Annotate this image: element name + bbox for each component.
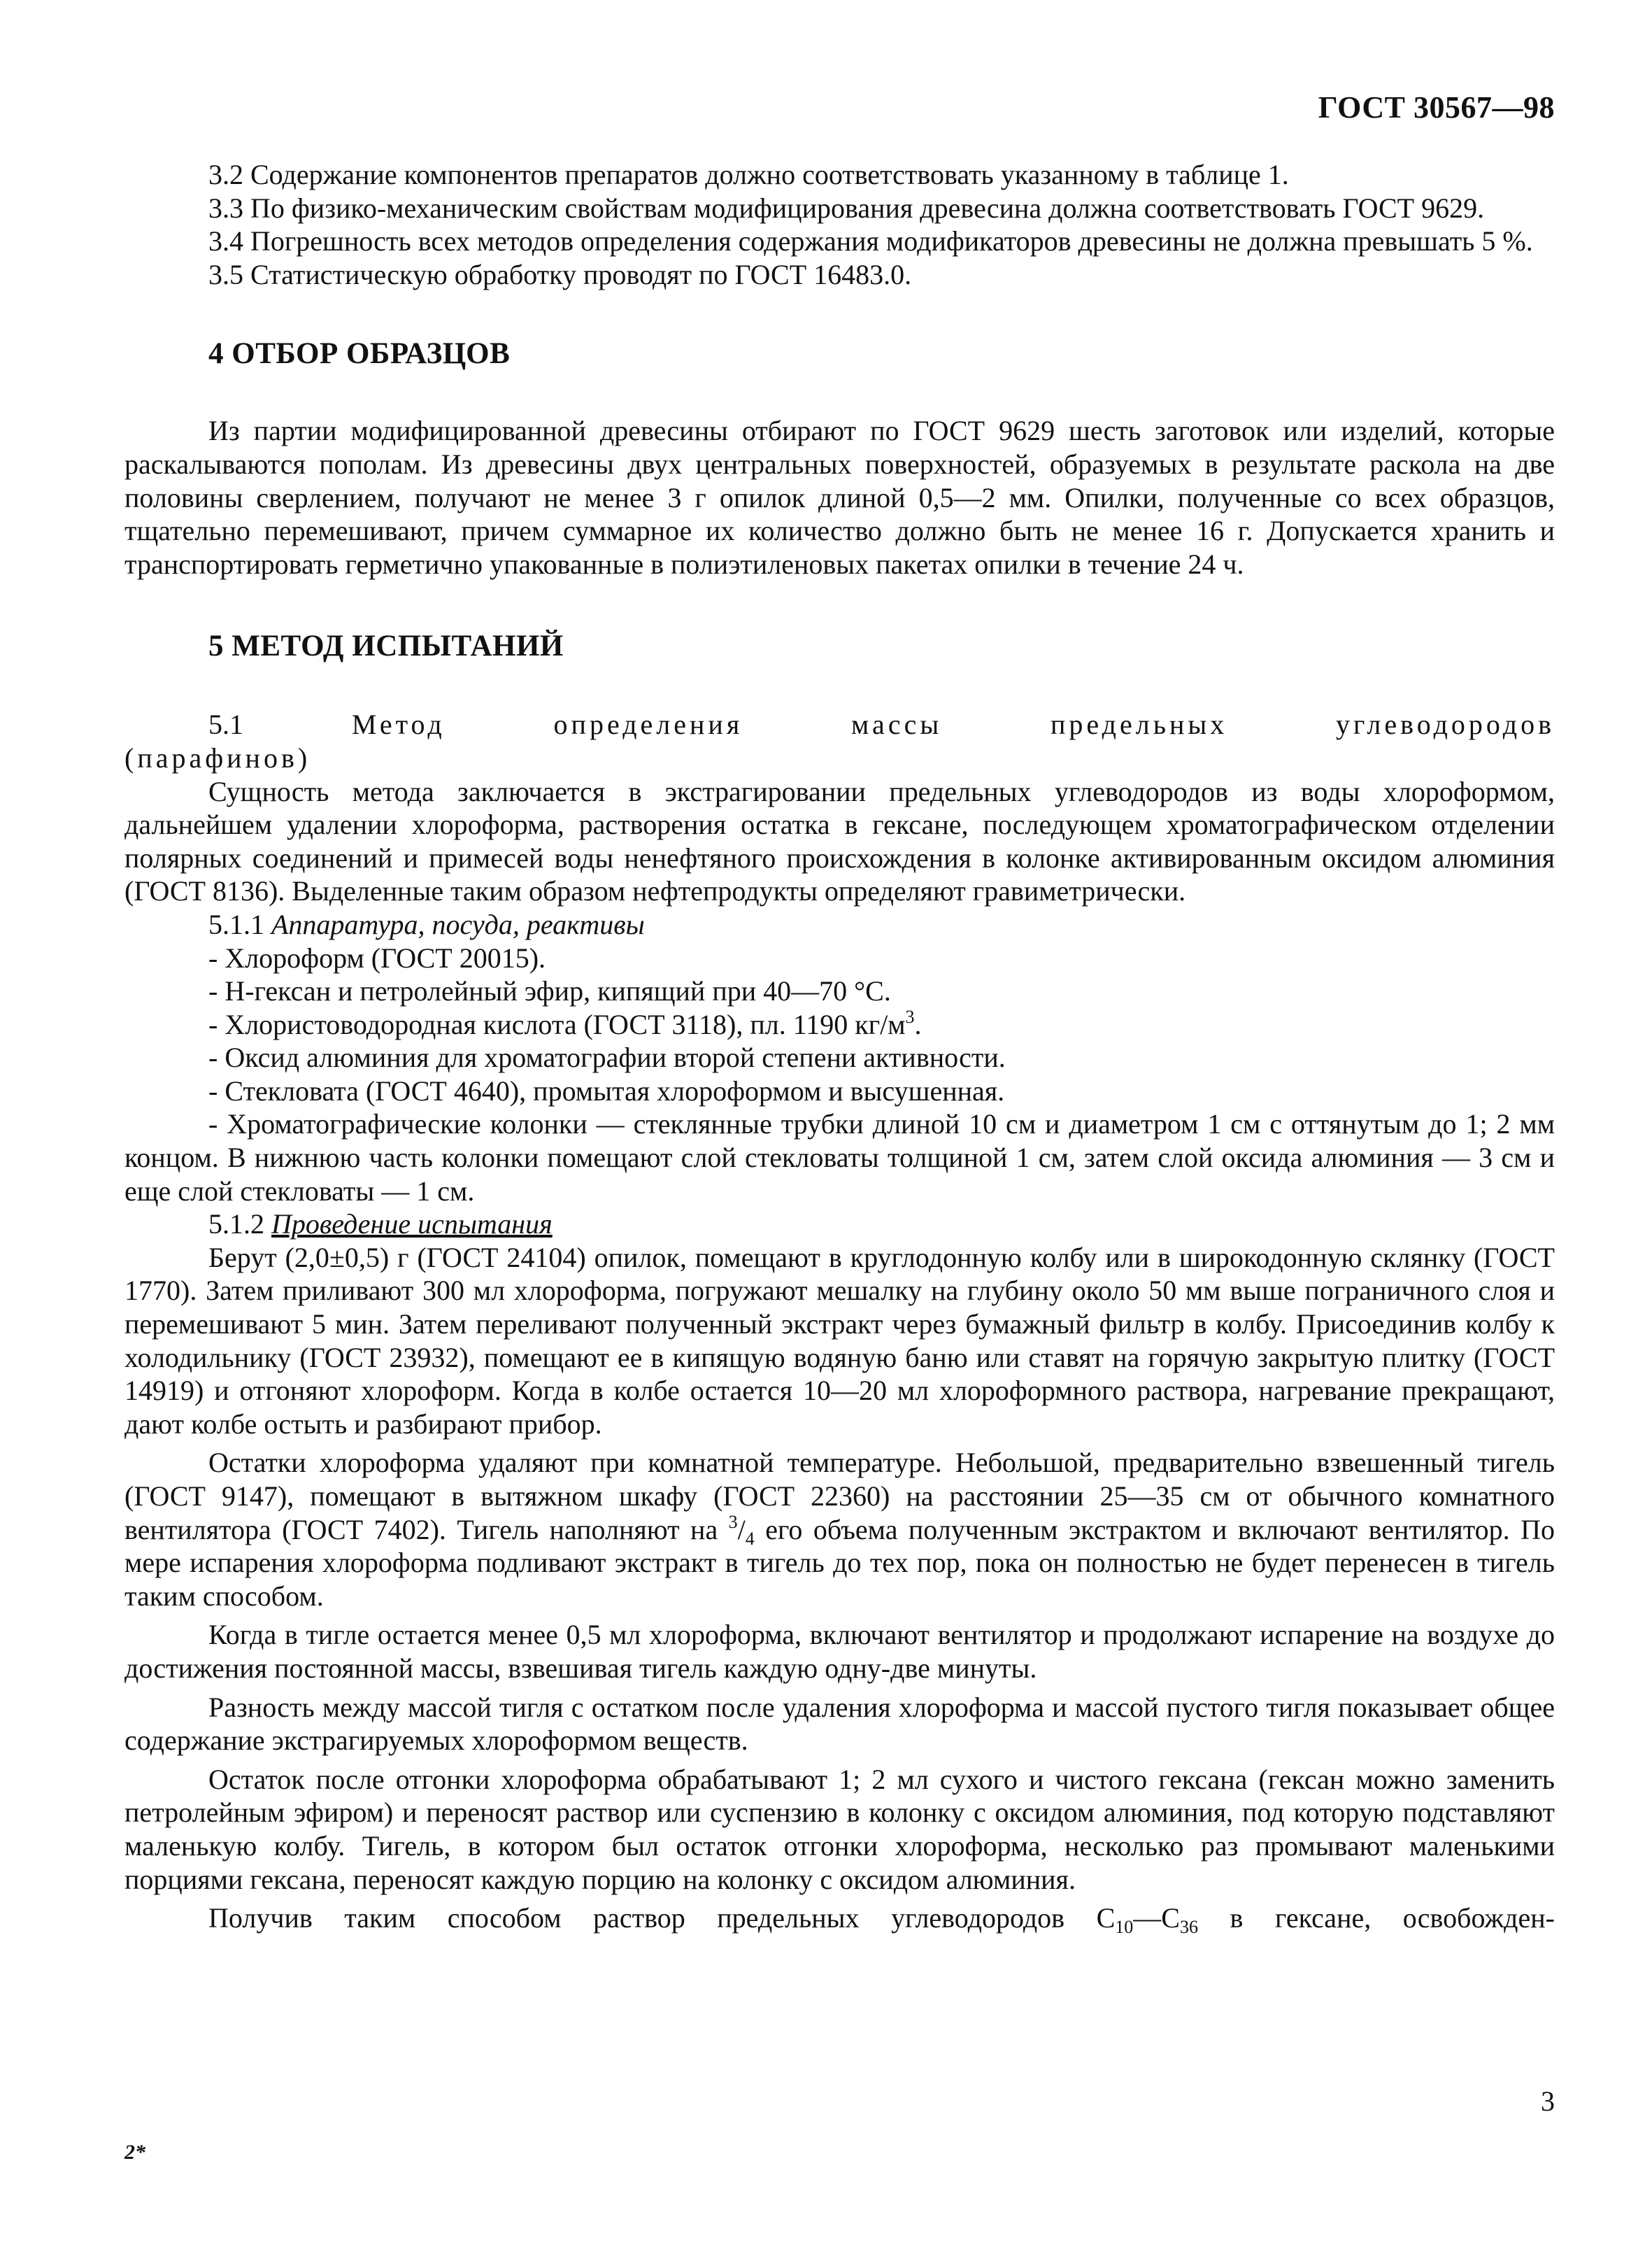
superscript: 3 <box>905 1006 915 1027</box>
list-item-hcl-end: . <box>914 1008 922 1040</box>
fraction-denominator: 4 <box>745 1528 755 1549</box>
list-item: - Стекловата (ГОСТ 4640), промытая хлороформом и высушенная. <box>208 1075 1005 1107</box>
procedure-paragraph-6 <box>124 1901 1555 1938</box>
page-number: 3 <box>1541 2085 1555 2117</box>
method-5-1-title-cont: (парафинов) <box>124 742 311 774</box>
list-item-hcl-text: - Хлористоводородная кислота (ГОСТ 3118), пл. 1190 кг/м <box>208 1008 906 1040</box>
subsection-5-1-2-title: Проведение испытания <box>271 1208 553 1240</box>
procedure-paragraph-1: Берут (2,0±0,5) г (ГОСТ 24104) опилок, помещают в круглодонную колбу или в широкодонную склянку (ГОСТ 1770). Затем приливают 300 мл хлороформа, погружают мешалку на глубину около 50 мм выше пограничного слоя и перемешивают 5 мин. Затем переливают полученный экстракт через бумажный фильтр в колбу. Присоединив колбу к холодильнику (ГОСТ 23932), помещают ее в кипящую водяную баню или ставят на горячую закрытую плитку (ГОСТ 14919) и отгоняют хлороформ. Когда в колбе остается 10—20 мл хлороформного раствора, нагревание прекращают, дают колбе остыть и разбирают прибор. <box>124 1241 1555 1440</box>
method-5-1-number: 5.1 <box>208 709 243 741</box>
paragraph-text: его объема полученным экстрактом и включают вентилятор. По мере испарения хлороформа подливают экстракт в тигель до тех пор, пока он полностью не будет перенесен в тигель таким способом. <box>124 1513 1555 1612</box>
method-essence: Сущность метода заключается в экстрагировании предельных углеводородов из воды хлороформом, дальнейшем удалении хлороформа, растворения остатка в гексане, последующем хроматографическом отделении полярных соединений и примесей воды ненефтяного происхождения в колонке активированным оксидом алюминия (ГОСТ 8136). Выделенные таким образом нефтепродукты определяют гравиметрически. <box>124 775 1555 907</box>
fraction-numerator: 3 <box>728 1511 738 1532</box>
document-body <box>124 158 1555 1938</box>
sheet-mark: 2* <box>124 2141 145 2164</box>
section-4-heading: 4 ОТБОР ОБРАЗЦОВ <box>208 337 511 371</box>
subsection-5-1-1-number: 5.1.1 <box>208 908 264 940</box>
list-item: - Оксид алюминия для хроматографии второй степени активности. <box>208 1042 1006 1074</box>
list-item <box>124 1008 1555 1042</box>
paragraph-text: Остатки хлороформа удаляют при комнатной температуре. Небольшой, предварительно взвешенный тигель (ГОСТ 9147), помещают в вытяжном шкафу (ГОСТ 22360) на расстоянии 25—35 см от обычного комнатного вентилятора (ГОСТ 7402). Тигель наполняют на <box>124 1447 1555 1545</box>
procedure-paragraph-5: Остаток после отгонки хлороформа обрабатывают 1; 2 мл сухого и чистого гексана (гексан можно заменить петролейным эфиром) и переносят раствор или суспензию в колонку с оксидом алюминия, под которую подставляют маленькую колбу. Тигель, в котором был остаток отгонки хлороформа, несколько раз промывают маленькими порциями гексана, переносят каждую порцию на колонку с оксидом алюминия. <box>124 1763 1555 1895</box>
method-5-1-title <box>124 708 1555 742</box>
procedure-paragraph-4: Разность между массой тигля с остатком после удаления хлороформа и массой пустого тигля показывает общее содержание экстрагируемых хлороформом веществ. <box>124 1691 1555 1757</box>
paragraph-text: в гексане, освобожден- <box>1197 1902 1555 1934</box>
list-item: - Н-гексан и петролейный эфир, кипящий при 40—70 °С. <box>208 975 891 1007</box>
subsection-5-1-2 <box>124 1207 1555 1241</box>
paragraph-3-4: 3.4 Погрешность всех методов определения содержания модификаторов древесины не должна превышать 5 %. <box>208 225 1533 257</box>
procedure-paragraph-3: Когда в тигле остается менее 0,5 мл хлороформа, включают вентилятор и продолжают испарение на воздухе до достижения постоянной массы, взвешивая тигель каждую одну-две минуты. <box>124 1619 1555 1684</box>
paragraph-3-3: 3.3 По физико-механическим свойствам модифицирования древесина должна соответствовать ГОСТ 9629. <box>208 192 1485 224</box>
method-5-1-title-text: Метод определения массы предельных углеводородов <box>351 709 1555 741</box>
subsection-5-1-1-title: Аппаратура, посуда, реактивы <box>271 908 645 940</box>
list-item: - Хроматографические колонки — стеклянные трубки длиной 10 см и диаметром 1 см с оттянутым до 1; 2 мм концом. В нижнюю часть колонки помещают слой стекловаты толщиной 1 см, затем слой оксида алюминия — 3 см и еще слой стекловаты — 1 см. <box>124 1108 1555 1207</box>
paragraph-3-5: 3.5 Статистическую обработку проводят по ГОСТ 16483.0. <box>208 258 912 290</box>
section-5-heading: 5 МЕТОД ИСПЫТАНИЙ <box>208 630 564 663</box>
subscript: 10 <box>1115 1917 1134 1938</box>
subsection-5-1-1 <box>124 908 1555 942</box>
list-item: - Хлороформ (ГОСТ 20015). <box>208 942 546 974</box>
procedure-paragraph-2: Остатки хлороформа удаляют при комнатной температуре. Небольшой, предварительно взвешенный тигель (ГОСТ 9147), помещают в вытяжном шкафу (ГОСТ 22360) на расстоянии 25—35 см от обычного комнатного вентилятора (ГОСТ 7402). Тигель наполняют на $^3/_4$ его объема полученным экстрактом и включают вентилятор. По мере испарения хлороформа подливают экстракт в тигель до тех пор, пока он полностью не будет перенесен в тигель таким способом. <box>124 1447 1555 1612</box>
subsection-5-1-2-number: 5.1.2 <box>208 1208 264 1240</box>
section-4-body: Из партии модифицированной древесины отбирают по ГОСТ 9629 шесть заготовок или изделий, которые раскалываются пополам. Из древесины двух центральных поверхностей, образуемых в результате раскола на две половины сверлением, получают не менее 3 г опилок длиной 0,5—2 мм. Опилки, полученные со всех образцов, тщательно перемешивают, причем суммарное их количество должно быть не менее 16 г. Допускается хранить и транспортировать герметично упакованные в полиэтиленовых пакетах опилки в течение 24 ч. <box>124 415 1555 580</box>
subscript: 36 <box>1179 1917 1198 1938</box>
paragraph-text: Получив таким способом раствор предельных углеводородов С <box>208 1902 1116 1934</box>
document-page <box>124 0 1555 2268</box>
paragraph-text: —С <box>1133 1902 1180 1934</box>
document-code-header: ГОСТ 30567—98 <box>1318 90 1555 125</box>
paragraph-3-2: 3.2 Содержание компонентов препаратов должно соответствовать указанному в таблице 1. <box>208 159 1289 190</box>
